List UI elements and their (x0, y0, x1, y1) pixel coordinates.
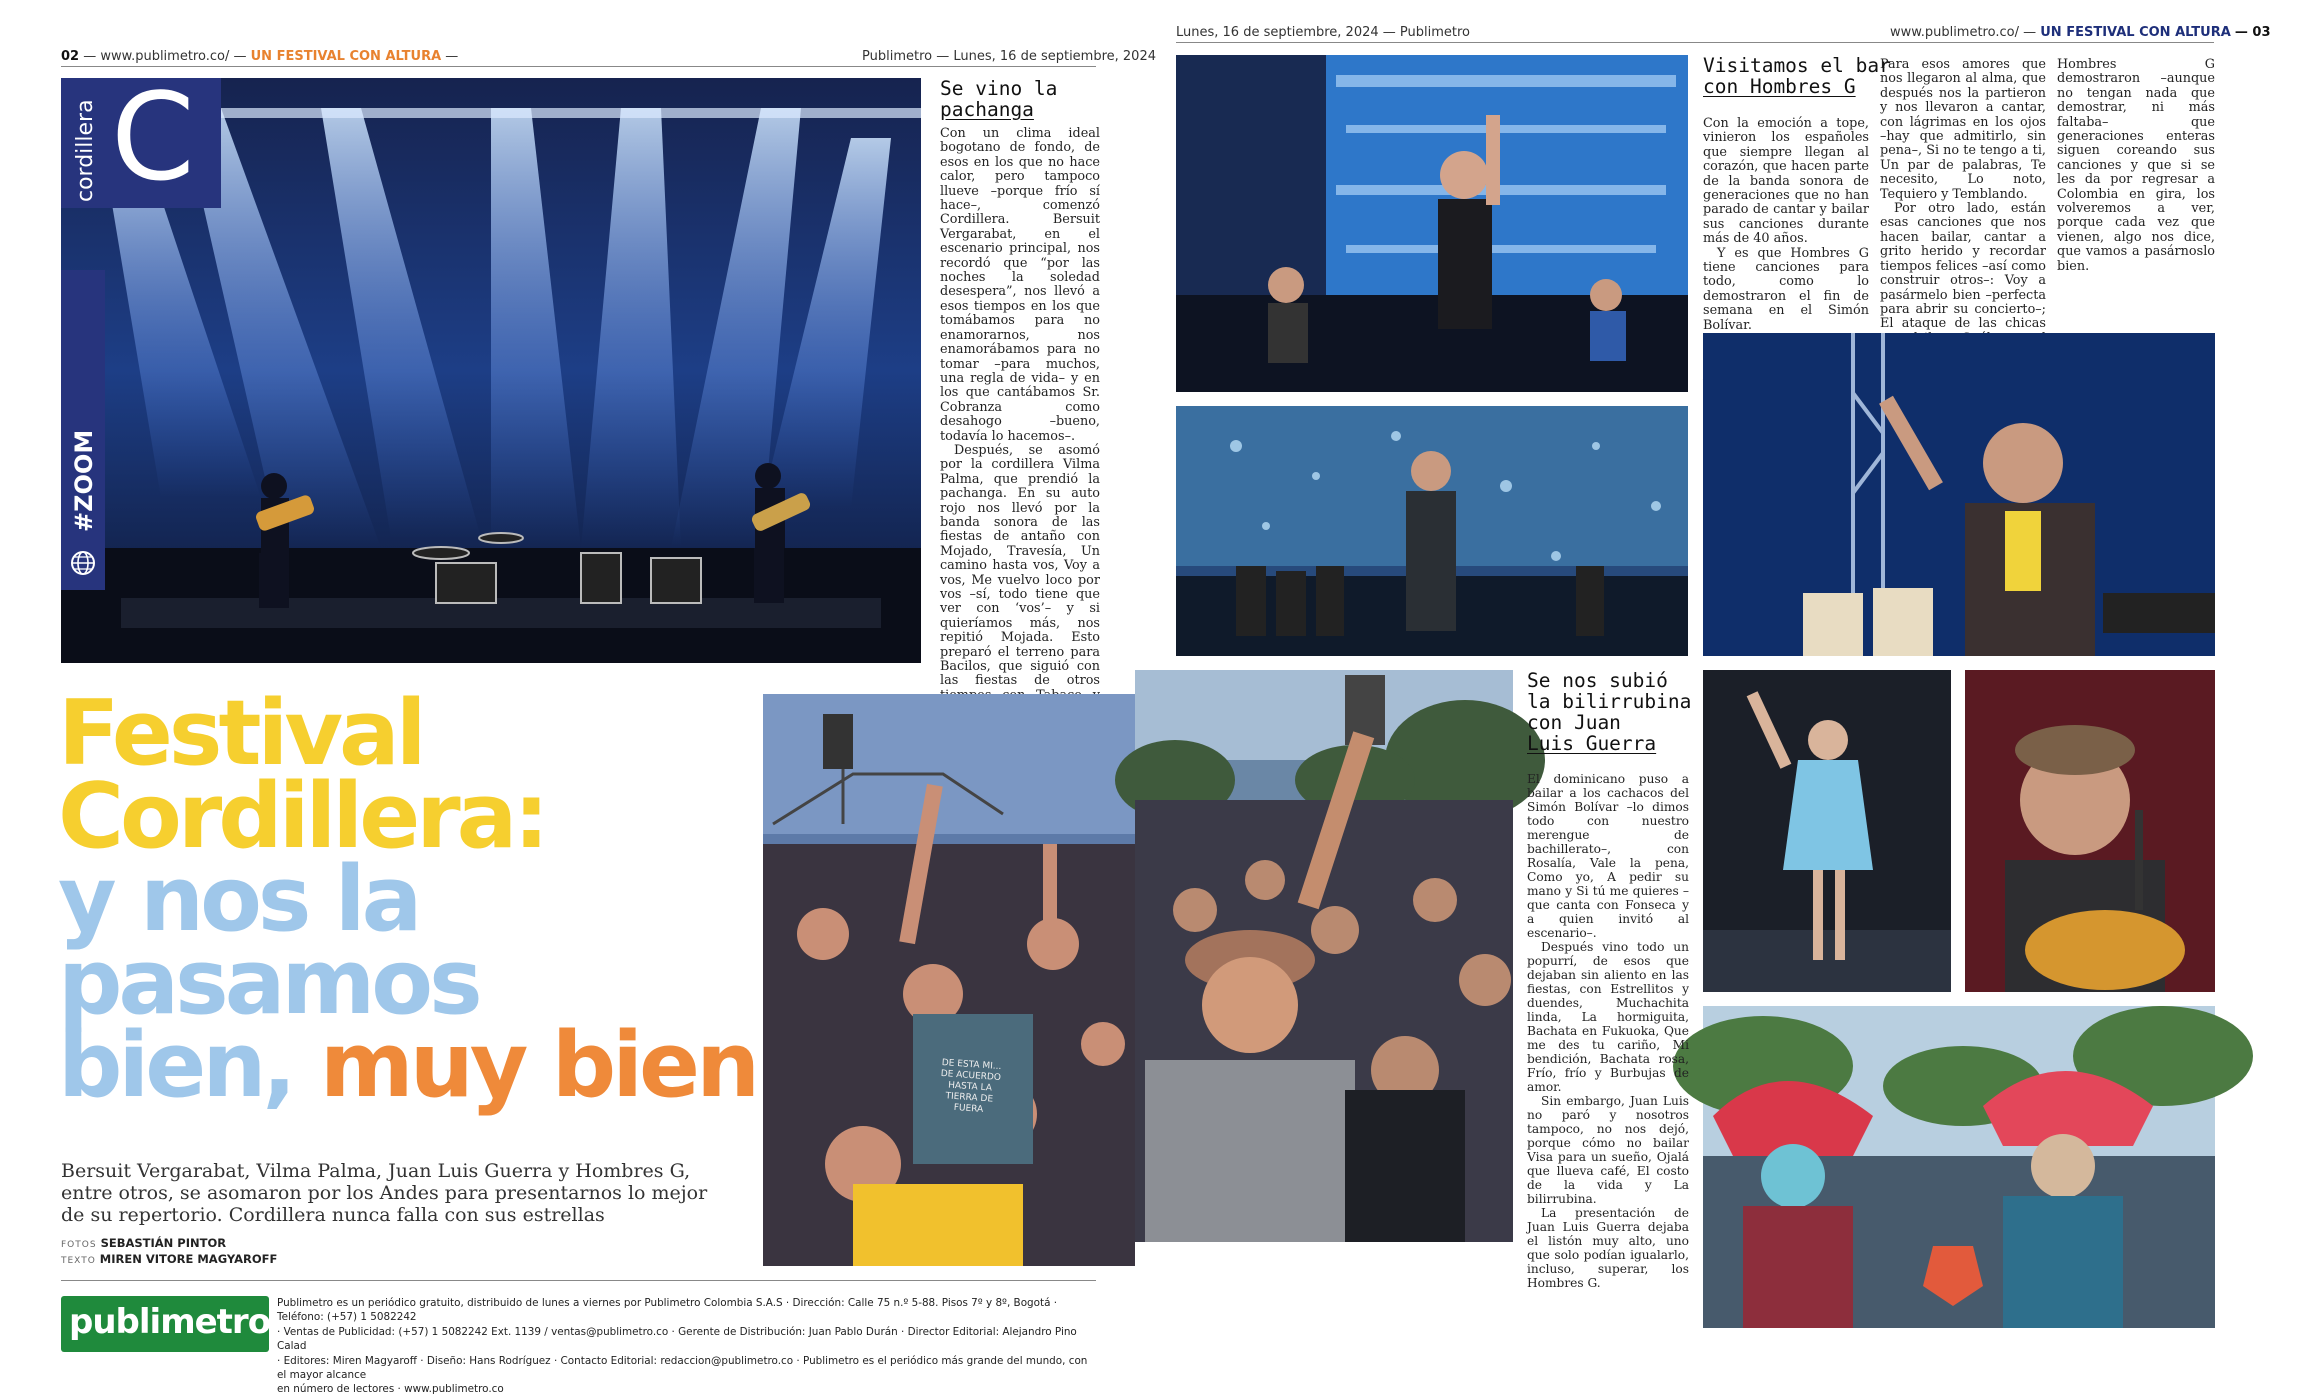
crowd-photo-right (1135, 670, 1513, 1242)
subhead-line: con Hombres G (1703, 75, 1856, 98)
section-letter: C (111, 69, 195, 208)
footer-rule (61, 1280, 1096, 1281)
photo-guitarist-cap (1965, 670, 2215, 992)
subhead-line: la bilirrubina (1527, 690, 1692, 713)
paragraph: Y es que Hombres G tiene canciones para todo, como lo demostraron el fin de semana en el Simón Bolívar. (1703, 245, 1869, 333)
masthead-line: en número de lectores · www.publimetro.co (277, 1383, 504, 1396)
subhead-line: con Juan (1527, 711, 1621, 734)
text-credit (61, 1252, 277, 1266)
paragraph: Con la emoción a tope, vinieron los españoles que siempre llegan al corazón, que hacen parte de la banda sonora de generaciones que no han parado de cantar y bailar sus canciones durante más de 40 años. (1703, 116, 1869, 247)
photo-percussionist (1703, 333, 2215, 656)
subhead-line: Se nos subió (1527, 669, 1668, 692)
masthead-info (277, 1296, 1097, 1397)
left-folio-date: Publimetro — Lunes, 16 de septiembre, 2024 (862, 49, 1156, 64)
folio-site: www.publimetro.co/ — (1890, 25, 2037, 40)
page-number: 02 (61, 49, 80, 64)
headline-line-3: y nos la (58, 847, 419, 952)
logo-text: publimetro (69, 1302, 271, 1342)
photo-female-singer (1703, 670, 1951, 992)
body-column-2a (1703, 117, 1869, 363)
subhead-juan-luis-guerra (1527, 670, 1691, 754)
headline-bien: bien, (58, 1013, 293, 1118)
section-label: cordillera (73, 99, 98, 202)
folio-section: UN FESTIVAL CON ALTURA (250, 49, 442, 64)
subhead-line: Visitamos el bar (1703, 54, 1891, 77)
credit-key: TEXTO (61, 1256, 96, 1266)
paragraph: Después, se asomó por la cordillera Vilma Palma, que prendió la pachanga. En su auto rojo nos llevó por la banda sonora de las fiestas de antaño con Mojado, Travesía, Un camino hasta vos, Voy a vos, Me vuelvo loco por vos –sí, todo tiene que ver con ‘vos’– y si quieríamos más, nos repitió Mojada. Esto preparó el terreno para Bacilos, que siguió con las fiestas de otros (940, 442, 1100, 689)
folio-section: UN FESTIVAL CON ALTURA (2040, 25, 2231, 40)
headline-line-4: pasamos (58, 930, 479, 1035)
masthead-line: · Editores: Miren Magyaroff · Diseño: Hans Rodríguez · Contacto Editorial: redaccion@publimetro.co · Publimetro es el periódico más grande del mundo, con el mayor alcance (277, 1354, 1088, 1382)
deck: Bersuit Vergarabat, Vilma Palma, Juan Luis Guerra y Hombres G, entre otros, se asomaron por los Andes para presentarnos lo mejor de su repertorio. Cordillera nunca falla con sus estrellas (61, 1160, 708, 1226)
photo-dancers (1703, 1006, 2215, 1328)
credit-name: MIREN VITORE MAGYAROFF (99, 1252, 278, 1266)
credit-name: SEBASTIÁN PINTOR (100, 1236, 227, 1250)
paragraph: Hombres G demostraron –aunque no tengan nada que demostrar, ni más faltaba– que generaciones enteras siguen coreando sus canciones y que si se les da por regresar a Colombia en gira, los volveremos a ver, porque cada vez que vienen, algo nos dice, que vamos a pasárnoslo bien. (2057, 57, 2215, 274)
subhead-pachanga (940, 78, 1057, 120)
folio-rule (61, 66, 1096, 67)
left-folio (61, 49, 458, 64)
crowd-photo-left (763, 694, 1135, 1266)
body-column-3 (1527, 772, 1689, 1290)
zoom-tab (61, 270, 105, 590)
subhead-hombres-g (1703, 55, 1891, 97)
folio-rule-right (1176, 42, 2214, 43)
credit-key: FOTOS (61, 1240, 97, 1250)
paragraph: Para esos amores que nos llegaron al alma, que después nos la partieron y nos llevaron a cantar, con lágrimas en los ojos –hay que admitirlo, sin pena–, Si no te tengo a ti, Un par de palabras, Te necesito, Lo noto, Tequiero y Temblando. (1880, 57, 2046, 202)
photo-hombres-g-band (1176, 406, 1688, 656)
subhead-line: Se vino la (940, 77, 1058, 100)
paragraph: Con un clima ideal bogotano de fondo, de esos en los que no hace calor, pero tampoco llueve –porque frío sí hace–, comenzó Cordillera. Bersuit Vergarabat, en el escenario principal, nos recordó que “por las noches la soledad desespera”, nos llevó a esos tiempos en los que tomábamos para no enamorarnos, nos enamorábamos para no tomar –para muchos, una regla de vida– y en los que cantábamos Sr. Cobranza como desahogo –bueno, todavía lo hacemos–. (940, 126, 1100, 444)
paragraph: El dominicano puso a bailar a los cachacos del Simón Bolívar –lo dimos todo con nuestro merengue de bachillerato–, con Rosalía, Vale la pena, Como yo, A pedir su mano y Si tú me quieres –que canta con Fonseca y a quien invitó al escenario–. (1527, 772, 1689, 940)
paragraph: Sin embargo, Juan Luis no paró y nosotros tampoco, no nos dejó, porque cómo no bailar Visa para un sueño, Ojalá que llueva café, El costo de la vida y La bilirrubina. (1527, 1094, 1689, 1206)
right-folio (1890, 25, 2271, 40)
body-column-2c (2057, 58, 2215, 324)
headline-line-2: Cordillera: (58, 764, 546, 869)
subhead-line: pachanga (940, 98, 1034, 121)
section-letter-block (61, 69, 221, 208)
paragraph: La presentación de Juan Luis Guerra dejaba el listón muy alto, uno que solo podían igualarlo, incluso, superar, los Hombres G. (1527, 1206, 1689, 1290)
masthead-line: · Ventas de Publicidad: (+57) 1 5082242 Ext. 1139 / ventas@publimetro.co · Gerente de Distribución: Juan Pablo Durán · Director Editorial: Alejandro Pino Calad (277, 1325, 1077, 1353)
publimetro-logo (61, 1296, 269, 1352)
page-number: — 03 (2234, 25, 2271, 40)
right-folio-date: Lunes, 16 de septiembre, 2024 — Publimetro (1176, 25, 1470, 40)
folio-site: — www.publimetro.co/ — (83, 49, 247, 64)
masthead-line: Publimetro es un periódico gratuito, distribuido de lunes a viernes por Publimetro Colombia S.A.S · Dirección: Calle 75 n.º 5-88. Pisos 7º y 8º, Bogotá · Teléfono: (+57) 1 5082242 (277, 1297, 1058, 1324)
globe-icon (70, 550, 96, 576)
photo-credit (61, 1236, 226, 1250)
crowd-shirt-text: DE ESTA MI... DE ACUERDO HASTA LA TIERRA DE FUERA (940, 1057, 1002, 1115)
zoom-tag: #ZOOM (70, 429, 98, 532)
photo-hombres-g-singer (1176, 55, 1688, 392)
paragraph: Por otro lado, están esas canciones que nos hacen bailar, cantar a grito herido y recordar tiempos felices –así como construir otros–: Voy a pasármelo bien –perfecta para abrir su concierto–; El ataque de las chicas (1880, 201, 2046, 332)
headline-line-5 (58, 1013, 757, 1118)
folio-tail: — (445, 49, 459, 64)
headline-muy-bien: muy bien (319, 1013, 757, 1118)
subhead-line: Luis Guerra (1527, 732, 1657, 755)
headline-line-1: Festival (58, 681, 423, 786)
body-column-2b (1880, 57, 2046, 332)
paragraph: Después vino todo un popurrí, de esos que dejaban sin aliento en las fiestas, con Estrellitos y duendes, Muchachita linda, La hormiguita, Bachata en Fukuoka, Que me des tu cariño, Mi bendición, Bachata rosa, Frío, frío y Burbujas de amor. (1527, 940, 1689, 1094)
